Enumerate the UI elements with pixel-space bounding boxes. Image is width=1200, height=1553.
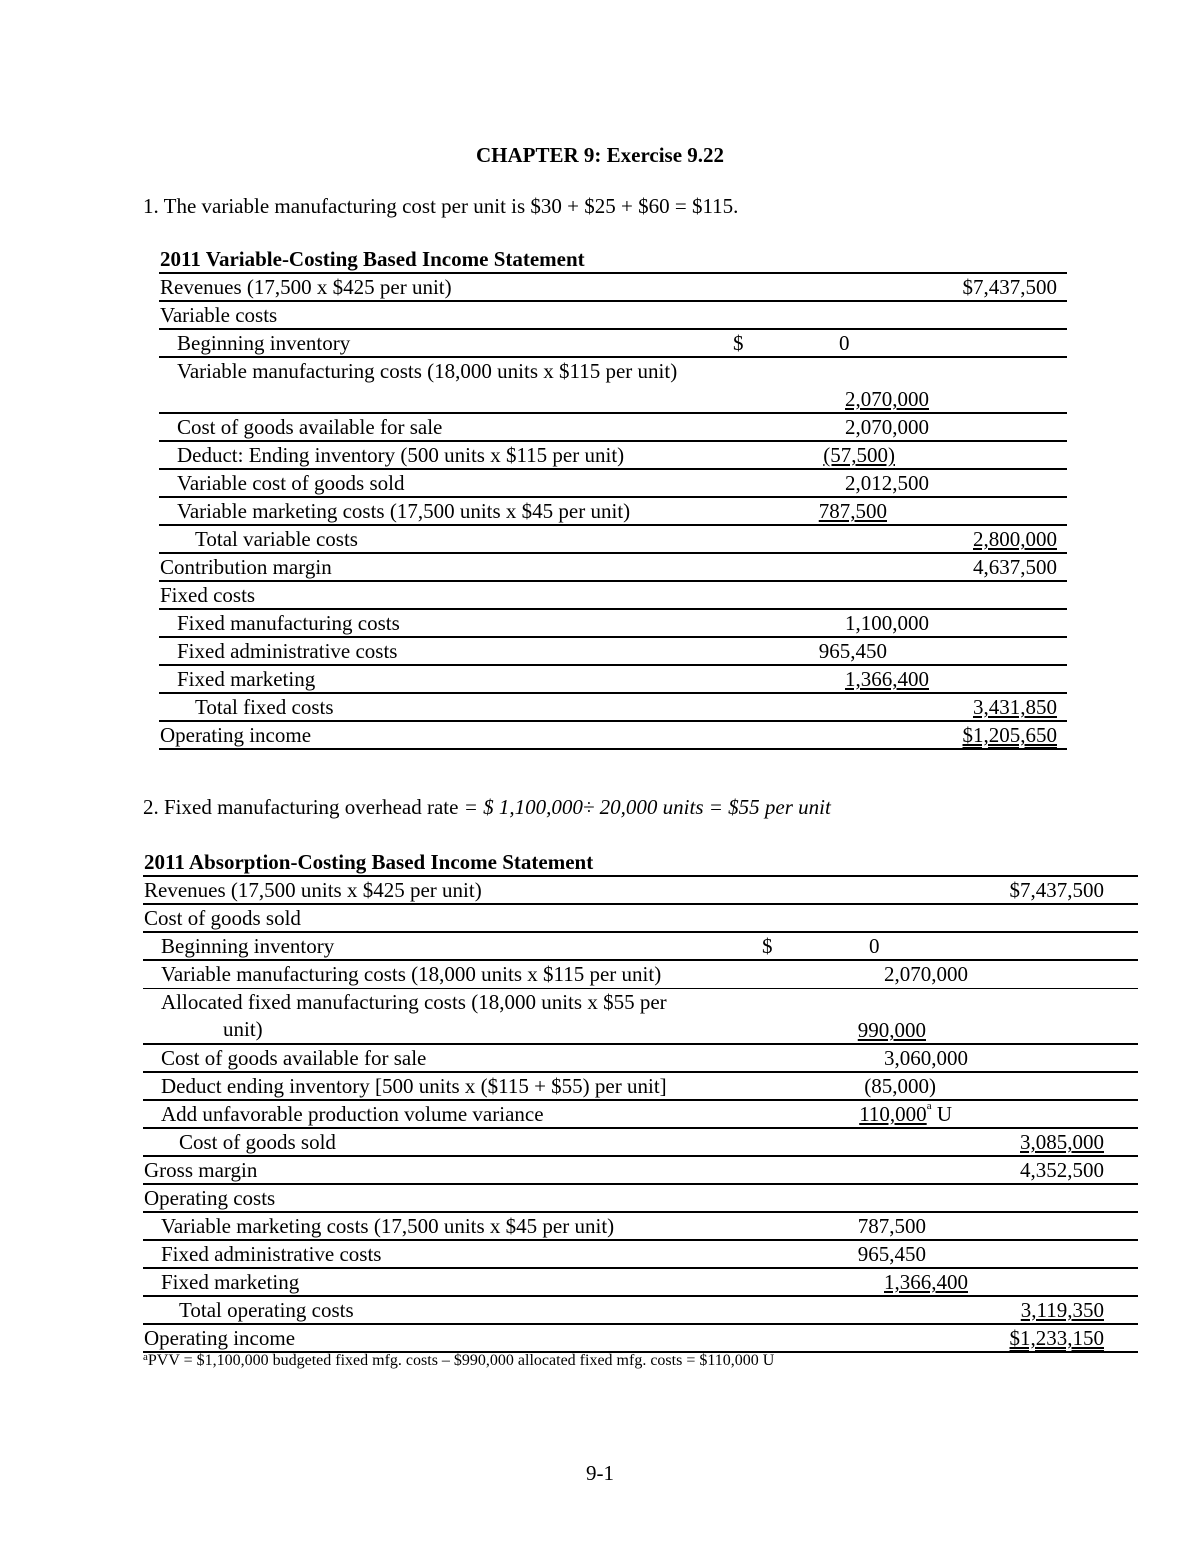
row-label-line1: Allocated fixed manufacturing costs (18,000 units x $55 per xyxy=(161,990,667,1014)
table-row xyxy=(159,638,1067,666)
footnote-marker: a xyxy=(926,1100,932,1112)
table-row xyxy=(143,1269,1138,1297)
table-row xyxy=(159,414,1067,442)
total-value: $7,437,500 xyxy=(1009,878,1104,902)
row-label: Beginning inventory xyxy=(177,331,351,355)
row-label: Cost of goods available for sale xyxy=(177,415,443,439)
amount-value: 965,450 xyxy=(818,639,887,663)
amount-value: 0 xyxy=(839,331,850,355)
row-label: Add unfavorable production volume variance xyxy=(161,1102,544,1126)
dollar-sign: $ xyxy=(733,331,744,355)
row-label: Cost of goods sold xyxy=(144,906,301,930)
table-row xyxy=(143,989,1138,1045)
row-label: Fixed administrative costs xyxy=(177,639,398,663)
table-row xyxy=(143,1129,1138,1157)
variable-costing-statement xyxy=(159,247,1067,750)
footnote-text: PVV = $1,100,000 budgeted fixed mfg. costs – $990,000 allocated fixed mfg. costs = $110,000 U xyxy=(147,1352,775,1369)
table-row xyxy=(143,1213,1138,1241)
row-label: Variable costs xyxy=(160,303,278,327)
table-row xyxy=(159,526,1067,554)
table-row xyxy=(143,1325,1138,1353)
amount-value: (57,500) xyxy=(823,443,895,467)
row-label: Total variable costs xyxy=(195,527,358,551)
row-label: Variable marketing costs (17,500 units x $45 per unit) xyxy=(177,499,631,523)
pvv-amount: 110,000 xyxy=(859,1102,927,1126)
table-row xyxy=(159,274,1067,302)
row-label: Revenues (17,500 units x $425 per unit) xyxy=(144,878,482,902)
table-row xyxy=(159,302,1067,330)
amount-value: 0 xyxy=(869,934,880,958)
total-value: $1,205,650 xyxy=(962,723,1057,747)
dollar-sign: $ xyxy=(762,934,773,958)
table-row xyxy=(143,1157,1138,1185)
row-label: Operating costs xyxy=(144,1186,276,1210)
table-row xyxy=(143,877,1138,905)
row-label: Cost of goods available for sale xyxy=(161,1046,427,1070)
amount-value: 2,070,000 xyxy=(884,962,968,986)
row-label: Variable marketing costs (17,500 units x $45 per unit) xyxy=(161,1214,615,1238)
row-label: Fixed marketing xyxy=(177,667,316,691)
row-label: Revenues (17,500 x $425 per unit) xyxy=(160,275,452,299)
amount-value: 2,012,500 xyxy=(845,471,929,495)
row-label-line2: unit) xyxy=(223,1017,263,1041)
total-value: 3,119,350 xyxy=(1020,1298,1104,1322)
footnote xyxy=(143,1352,774,1370)
amount-value: 787,500 xyxy=(818,499,887,523)
table-row xyxy=(159,722,1067,750)
table-caption: 2011 Absorption-Costing Based Income Statement xyxy=(143,850,1138,877)
table-row xyxy=(143,961,1138,989)
amount-value: 2,070,000 xyxy=(845,415,929,439)
amount-value: 990,000 xyxy=(857,1018,926,1042)
table-row xyxy=(159,498,1067,526)
table-row xyxy=(143,1297,1138,1325)
amount-value: 965,450 xyxy=(857,1242,926,1266)
amount-value xyxy=(859,1101,952,1128)
row-label xyxy=(161,989,761,1043)
row-label: Total operating costs xyxy=(179,1298,354,1322)
overhead-rate-expression: = $ 1,100,000÷ 20,000 units = $55 per unit xyxy=(458,795,831,819)
table-row xyxy=(143,1045,1138,1073)
page-number: 9-1 xyxy=(586,1461,614,1485)
total-value: 2,800,000 xyxy=(973,527,1057,551)
table-row xyxy=(143,1101,1138,1129)
table-row xyxy=(159,582,1067,610)
table-row xyxy=(143,933,1138,961)
total-value: 3,085,000 xyxy=(1020,1130,1104,1154)
row-label: Variable manufacturing costs (18,000 units x $115 per unit) xyxy=(161,962,662,986)
overhead-rate-prefix: 2. Fixed manufacturing overhead rate xyxy=(143,795,459,819)
row-label: Fixed marketing xyxy=(161,1270,300,1294)
row-label: Operating income xyxy=(160,723,312,747)
paragraph-overhead-rate xyxy=(143,795,831,820)
absorption-costing-statement xyxy=(143,850,1138,1353)
table-row xyxy=(143,1241,1138,1269)
row-label: Contribution margin xyxy=(160,555,332,579)
table-row xyxy=(143,1185,1138,1213)
table-row xyxy=(159,442,1067,470)
amount-value: 3,060,000 xyxy=(884,1046,968,1070)
row-label: Variable manufacturing costs (18,000 units x $115 per unit) xyxy=(177,359,678,383)
row-label: Total fixed costs xyxy=(195,695,334,719)
row-label: Cost of goods sold xyxy=(179,1130,336,1154)
row-label: Fixed manufacturing costs xyxy=(177,611,400,635)
amount-value: 2,070,000 xyxy=(845,387,929,411)
total-value: 4,352,500 xyxy=(1020,1158,1104,1182)
amount-value: 1,366,400 xyxy=(884,1270,968,1294)
row-label: Operating income xyxy=(144,1326,296,1350)
pvv-suffix: U xyxy=(931,1102,952,1126)
row-label: Variable cost of goods sold xyxy=(177,471,405,495)
row-label: Fixed administrative costs xyxy=(161,1242,382,1266)
table-row xyxy=(143,905,1138,933)
total-value: 4,637,500 xyxy=(973,555,1057,579)
table-row xyxy=(159,330,1067,358)
amount-value: (85,000) xyxy=(864,1074,936,1098)
table-row xyxy=(159,358,1067,414)
table-row xyxy=(159,470,1067,498)
row-label: Deduct ending inventory [500 units x ($115 + $55) per unit] xyxy=(161,1074,667,1098)
total-value: $1,233,150 xyxy=(1009,1326,1104,1350)
amount-value: 787,500 xyxy=(857,1214,926,1238)
row-label: Beginning inventory xyxy=(161,934,335,958)
table-row xyxy=(159,694,1067,722)
total-value: $7,437,500 xyxy=(962,275,1057,299)
total-value: 3,431,850 xyxy=(973,695,1057,719)
page-title: CHAPTER 9: Exercise 9.22 xyxy=(475,143,725,167)
table-row xyxy=(159,610,1067,638)
table-caption: 2011 Variable-Costing Based Income Statement xyxy=(159,247,1067,274)
row-label: Deduct: Ending inventory (500 units x $115 per unit) xyxy=(177,443,625,467)
footnote-marker: a xyxy=(143,1351,148,1363)
row-label: Gross margin xyxy=(144,1158,258,1182)
amount-value: 1,100,000 xyxy=(845,611,929,635)
amount-value: 1,366,400 xyxy=(845,667,929,691)
table-row xyxy=(159,666,1067,694)
paragraph-variable-cost: 1. The variable manufacturing cost per unit is $30 + $25 + $60 = $115. xyxy=(143,194,739,218)
row-label: Fixed costs xyxy=(160,583,256,607)
table-row xyxy=(143,1073,1138,1101)
table-row xyxy=(159,554,1067,582)
